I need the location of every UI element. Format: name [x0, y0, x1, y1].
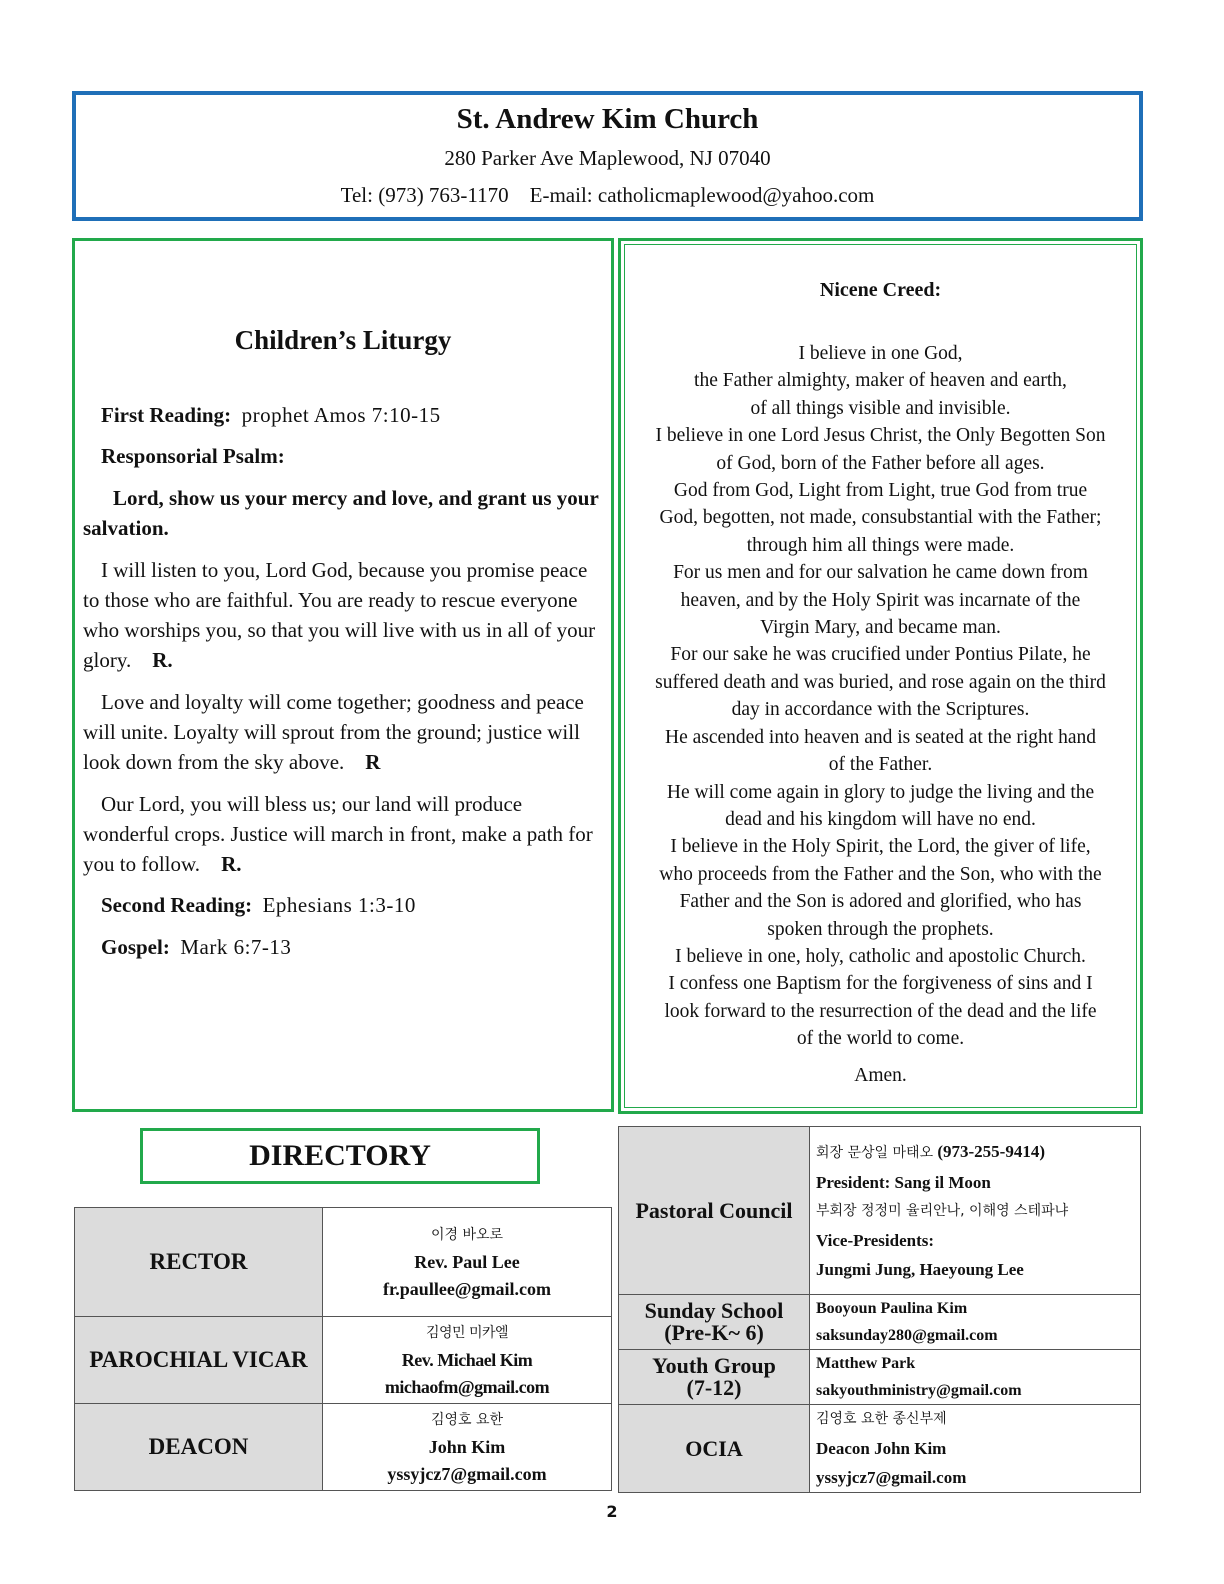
gospel: [83, 932, 603, 962]
second-reading-ref: Ephesians 1:3-10: [262, 893, 416, 917]
role-parochial-vicar: PAROCHIAL VICAR: [75, 1317, 323, 1404]
creed-line: Father and the Son is adored and glorified, who has: [679, 891, 1082, 913]
table-row: [75, 1404, 612, 1491]
psalm-verse-1: [83, 555, 603, 675]
creed-line: God, begotten, not made, consubstantial with the Father;: [659, 507, 1102, 529]
vicar-name: Rev. Michael Kim: [401, 1349, 533, 1370]
role-deacon: DEACON: [75, 1404, 323, 1491]
church-header: [72, 91, 1143, 221]
church-contact: Tel: (973) 763-1170 E-mail: catholicmaplewood@yahoo.com: [340, 183, 875, 207]
church-address: 280 Parker Ave Maplewood, NJ 07040: [444, 146, 771, 170]
vice-presidents-names: Jungmi Jung, Haeyoung Lee: [816, 1260, 1024, 1279]
liturgy-title: Children’s Liturgy: [234, 325, 452, 355]
creed-line: I confess one Baptism for the forgiveness of sins and I: [668, 973, 1093, 995]
table-row: [619, 1350, 1141, 1405]
creed-line: For us men and for our salvation he came down from: [673, 562, 1088, 584]
deacon-korean-name: 김영호 요한: [430, 1411, 504, 1428]
creed-title: Nicene Creed:: [819, 279, 942, 301]
creed-line: of God, born of the Father before all ages.: [716, 452, 1045, 474]
sunday-school-email: saksunday280@gmail.com: [816, 1327, 998, 1344]
psalm-verse-3: [83, 789, 603, 879]
deacon-email: yssyjcz7@gmail.com: [387, 1463, 547, 1484]
creed-line: of the world to come.: [796, 1028, 965, 1050]
creed-line: day in accordance with the Scriptures.: [731, 699, 1030, 721]
creed-line: of the Father.: [828, 754, 933, 776]
role-sunday-school: [619, 1295, 810, 1350]
sunday-school-contact: Booyoun Paulina Kim: [816, 1300, 968, 1317]
first-reading-label: First Reading:: [101, 403, 232, 427]
deacon-name: John Kim: [428, 1436, 506, 1457]
creed-line: look forward to the resurrection of the dead and the life: [664, 1000, 1097, 1022]
ocia-info: [810, 1405, 1141, 1493]
rector-email: fr.paullee@gmail.com: [382, 1278, 552, 1299]
verse-response-marker: R.: [152, 648, 173, 672]
youth-group-label: Youth Group: [652, 1353, 776, 1378]
youth-group-contact: Matthew Park: [816, 1355, 916, 1372]
creed-line: heaven, and by the Holy Spirit was incarnate of the: [680, 589, 1081, 611]
childrens-liturgy-box: [72, 238, 614, 1112]
creed-line: He ascended into heaven and is seated at the right hand: [664, 726, 1096, 748]
table-row: [619, 1295, 1141, 1350]
creed-line: who proceeds from the Father and the Son, who with the: [659, 863, 1102, 885]
gospel-ref: Mark 6:7-13: [180, 935, 292, 959]
youth-group-email: sakyouthministry@gmail.com: [816, 1382, 1022, 1399]
directory-table-right: [618, 1126, 1141, 1493]
creed-line: suffered death and was buried, and rose again on the third: [655, 671, 1106, 693]
role-rector: RECTOR: [75, 1208, 323, 1317]
creed-line: I believe in one God,: [798, 343, 963, 364]
verse-response-marker: R: [365, 750, 381, 774]
creed-line: God from God, Light from Light, true God from true: [673, 480, 1088, 502]
directory-title: DIRECTORY: [140, 1128, 540, 1184]
vicar-email: michaofm@gmail.com: [384, 1376, 550, 1397]
youth-group-grades: (7-12): [686, 1375, 742, 1400]
vicar-info: [323, 1317, 612, 1404]
rector-info: [323, 1208, 612, 1317]
psalm-label: Responsorial Psalm:: [101, 444, 285, 468]
vice-presidents-korean: 부회장 정정미 율리안나, 이해영 스테파냐: [816, 1203, 1069, 1219]
creed-text: [625, 340, 1136, 1053]
role-ocia: OCIA: [619, 1405, 810, 1493]
rector-name: Rev. Paul Lee: [414, 1251, 520, 1272]
deacon-info: [323, 1404, 612, 1491]
ocia-email: yssyjcz7@gmail.com: [816, 1468, 967, 1487]
table-row: [619, 1405, 1141, 1493]
creed-line: I believe in one, holy, catholic and apostolic Church.: [675, 945, 1086, 967]
pastoral-council-info: [810, 1127, 1141, 1295]
verse-text: I will listen to you, Lord God, because you promise peace to those who are faithful. You are ready to rescue everyone who worships you, so that you will live with us in all of your glory.: [83, 558, 596, 672]
creed-line: the Father almighty, maker of heaven and earth,: [694, 370, 1067, 392]
creed-line: spoken through the prophets.: [767, 918, 994, 940]
first-reading: [83, 400, 603, 430]
president-phone: (973-255-9414): [937, 1142, 1045, 1161]
ocia-contact: Deacon John Kim: [816, 1439, 947, 1458]
creed-line: For our sake he was crucified under Pontius Pilate, he: [670, 644, 1091, 666]
ocia-korean-name: 김영호 요한 종신부제: [816, 1411, 947, 1427]
sunday-school-label: Sunday School: [644, 1298, 784, 1323]
table-row: [75, 1317, 612, 1404]
creed-line: of all things visible and invisible.: [750, 397, 1011, 419]
page-number: 2: [606, 1502, 618, 1521]
vicar-korean-name: 김영민 미카엘: [425, 1324, 509, 1341]
first-reading-ref: prophet Amos 7:10-15: [241, 403, 441, 427]
vice-presidents-label: Vice-Presidents:: [816, 1231, 935, 1250]
creed-amen: Amen.: [854, 1064, 907, 1086]
president-korean-name: 회장 문상일 마태오: [816, 1145, 934, 1161]
verse-text: Our Lord, you will bless us; our land will produce wonderful crops. Justice will march in front, make a path for you to follow.: [83, 792, 593, 876]
creed-line: He will come again in glory to judge the living and the: [666, 781, 1095, 803]
church-name: St. Andrew Kim Church: [456, 103, 759, 135]
role-pastoral-council: Pastoral Council: [619, 1127, 810, 1295]
creed-line: I believe in the Holy Spirit, the Lord, the giver of life,: [670, 836, 1091, 858]
verse-text: Love and loyalty will come together; goodness and peace will unite. Loyalty will sprout from the ground; justice will look down from the sky above.: [83, 690, 584, 774]
role-youth-group: [619, 1350, 810, 1405]
nicene-creed-box: [618, 238, 1143, 1114]
creed-line: dead and his kingdom will have no end.: [725, 808, 1036, 830]
youth-group-info: [810, 1350, 1141, 1405]
psalm-verse-2: [83, 687, 603, 777]
president-name: President: Sang il Moon: [816, 1173, 991, 1192]
creed-line: through him all things were made.: [746, 534, 1015, 556]
second-reading: [83, 890, 603, 920]
rector-korean-name: 이경 바오로: [430, 1226, 504, 1243]
sunday-school-info: [810, 1295, 1141, 1350]
table-row: [75, 1208, 612, 1317]
second-reading-label: Second Reading:: [101, 893, 253, 917]
creed-line: I believe in one Lord Jesus Christ, the Only Begotten Son: [655, 425, 1106, 447]
sunday-school-grades: (Pre-K~ 6): [664, 1320, 764, 1345]
verse-response-marker: R.: [221, 852, 242, 876]
directory-table-left: [74, 1207, 612, 1491]
table-row: [619, 1127, 1141, 1295]
creed-line: Virgin Mary, and became man.: [760, 617, 1001, 639]
psalm-response: Lord, show us your mercy and love, and grant us your salvation.: [83, 486, 599, 540]
gospel-label: Gospel:: [101, 935, 170, 959]
